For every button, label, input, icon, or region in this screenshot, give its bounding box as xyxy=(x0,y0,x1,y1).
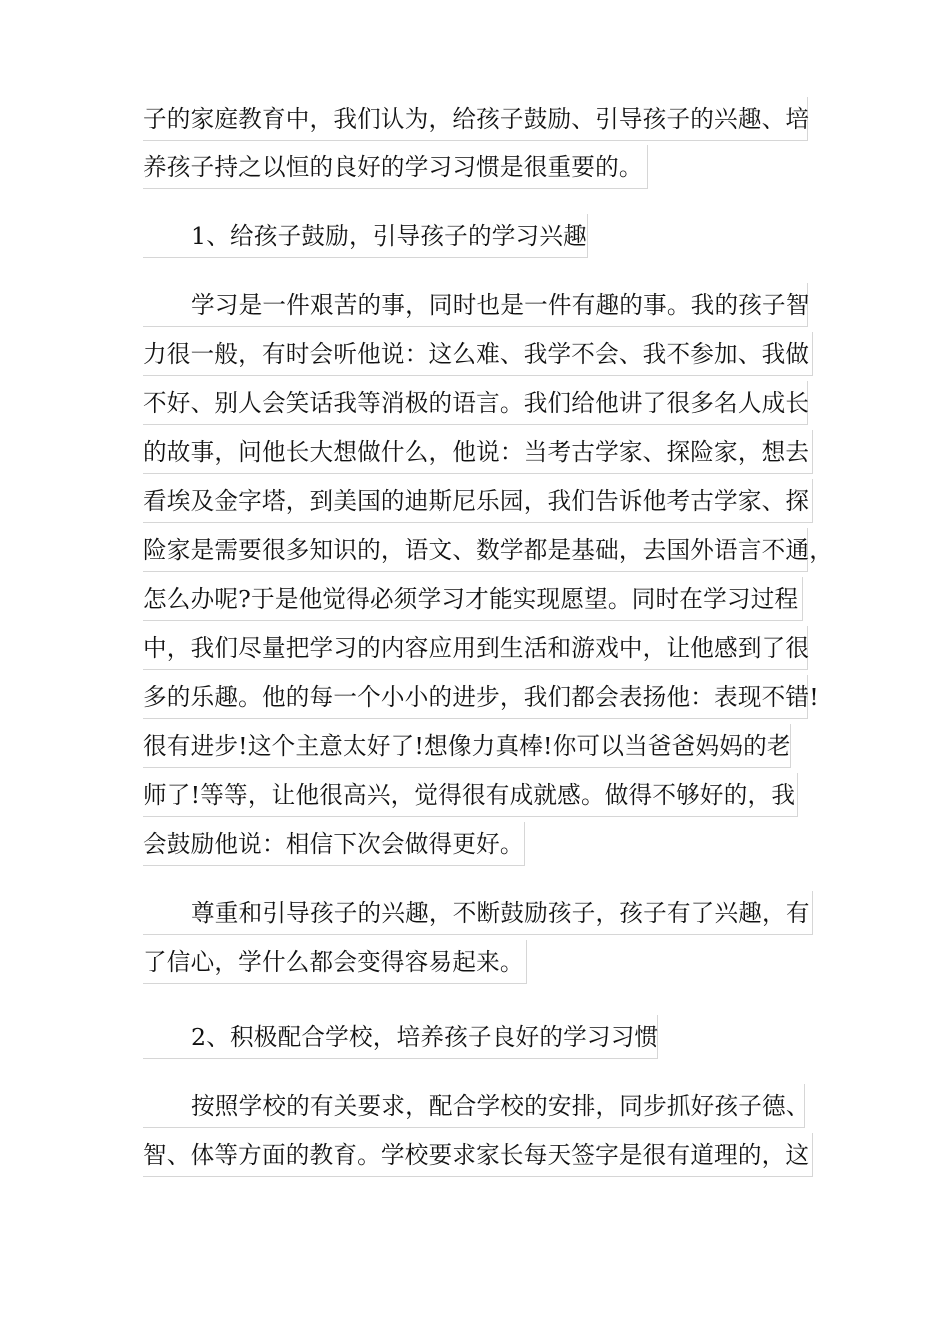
text-line-20: 智、体等方面的教育。学校要求家长每天签字是很有道理的，这 xyxy=(143,1133,813,1177)
text-line-16: 尊重和引导孩子的兴趣，不断鼓励孩子，孩子有了兴趣，有 xyxy=(143,891,813,935)
text-line-15: 会鼓励他说：相信下次会做得更好。 xyxy=(143,822,525,866)
text-line-7: 的故事，问他长大想做什么，他说：当考古学家、探险家，想去 xyxy=(143,430,813,474)
text-line-2: 养孩子持之以恒的良好的学习习惯是很重要的。 xyxy=(143,145,648,189)
section-heading-2: 2、积极配合学校，培养孩子良好的学习习惯 xyxy=(143,1015,658,1059)
text-line-9: 险家是需要很多知识的，语文、数学都是基础，去国外语言不通， xyxy=(143,528,808,572)
text-line-6: 不好、别人会笑话我等消极的语言。我们给他讲了很多名人成长 xyxy=(143,381,808,425)
text-line-4: 学习是一件艰苦的事，同时也是一件有趣的事。我的孩子智 xyxy=(143,283,808,327)
text-line-13: 很有进步!这个主意太好了!想像力真棒!你可以当爸爸妈妈的老 xyxy=(143,724,791,768)
text-line-14: 师了!等等，让他很高兴，觉得很有成就感。做得不够好的，我 xyxy=(143,773,798,817)
section-heading-1: 1、给孩子鼓励，引导孩子的学习兴趣 xyxy=(143,214,588,258)
text-line-12: 多的乐趣。他的每一个小小的进步，我们都会表扬他：表现不错! xyxy=(143,675,808,719)
text-line-1: 子的家庭教育中，我们认为，给孩子鼓励、引导孩子的兴趣、培 xyxy=(143,97,808,141)
text-line-10: 怎么办呢?于是他觉得必须学习才能实现愿望。同时在学习过程 xyxy=(143,577,803,621)
text-line-5: 力很一般，有时会听他说：这么难、我学不会、我不参加、我做 xyxy=(143,332,813,376)
text-line-19: 按照学校的有关要求，配合学校的安排，同步抓好孩子德、 xyxy=(143,1084,805,1128)
text-line-11: 中，我们尽量把学习的内容应用到生活和游戏中，让他感到了很 xyxy=(143,626,808,670)
text-line-17: 了信心，学什么都会变得容易起来。 xyxy=(143,940,527,984)
text-line-8: 看埃及金字塔，到美国的迪斯尼乐园，我们告诉他考古学家、探 xyxy=(143,479,813,523)
